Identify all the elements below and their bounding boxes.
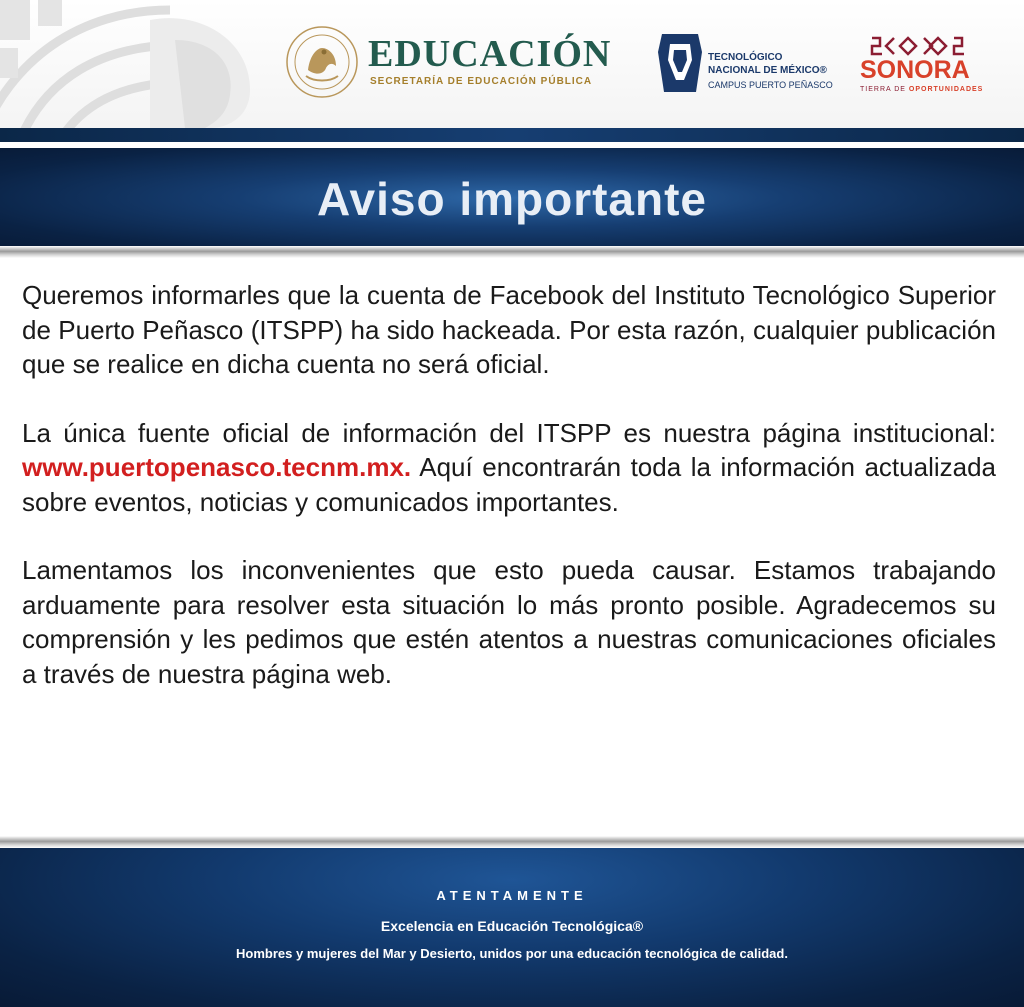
tecnm-line-2: NACIONAL DE MÉXICO® — [708, 65, 827, 76]
grey-divider-bottom — [0, 836, 1024, 848]
paragraph-1: Queremos informarles que la cuenta de Facebook del Instituto Tecnológico Superior de Puerto Peñasco (ITSPP) ha sido hackeada. Por esta razón, cualquier publicación que se realice en dicha cuenta no será oficial. — [22, 280, 996, 379]
sonora-pattern-icon — [868, 34, 978, 58]
notice-body — [22, 278, 996, 691]
footer-motto: Excelencia en Educación Tecnológica® — [380, 918, 644, 934]
edu-title: EDUCACIÓN — [368, 33, 612, 75]
eagle-seal-icon — [284, 24, 360, 100]
footer-sign-off: ATENTAMENTE — [436, 888, 588, 903]
tecnm-line-1: TECNOLÓGICO — [708, 52, 783, 63]
page-title: Aviso importante — [316, 173, 708, 225]
footer-slogan: Hombres y mujeres del Mar y Desierto, unidos por una educación tecnológica de calidad. — [236, 946, 788, 961]
grey-divider-top — [0, 246, 1024, 258]
pattern-decoration-icon — [0, 0, 270, 128]
paragraph-2: La única fuente oficial de información del ITSPP es nuestra página institucional: www.puertopenasco.tecnm.mx. Aquí encontrarán toda la información actualizada sobre eventos, noticias y comunicados importantes. — [22, 417, 996, 517]
sonora-subtitle: TIERRA DE OPORTUNIDADES — [860, 86, 984, 93]
sonora-title: SONORA — [860, 56, 970, 84]
header — [0, 0, 1024, 128]
edu-subtitle: SECRETARÍA DE EDUCACIÓN PÚBLICA — [370, 76, 593, 87]
website-link[interactable]: www.puertopenasco.tecnm.mx. — [22, 452, 412, 482]
tecnm-logo-icon — [656, 30, 704, 96]
top-stripe — [0, 128, 1024, 142]
paragraph-3: Lamentamos los inconvenientes que esto pueda causar. Estamos trabajando arduamente para resolver esta situación lo más pronto posible. Agradecemos su comprensión y les pedimos que estén atentos a nuestras comunicaciones oficiales a través de nuestra página web. — [22, 555, 996, 689]
tecnm-campus: CAMPUS PUERTO PEÑASCO — [708, 80, 833, 90]
